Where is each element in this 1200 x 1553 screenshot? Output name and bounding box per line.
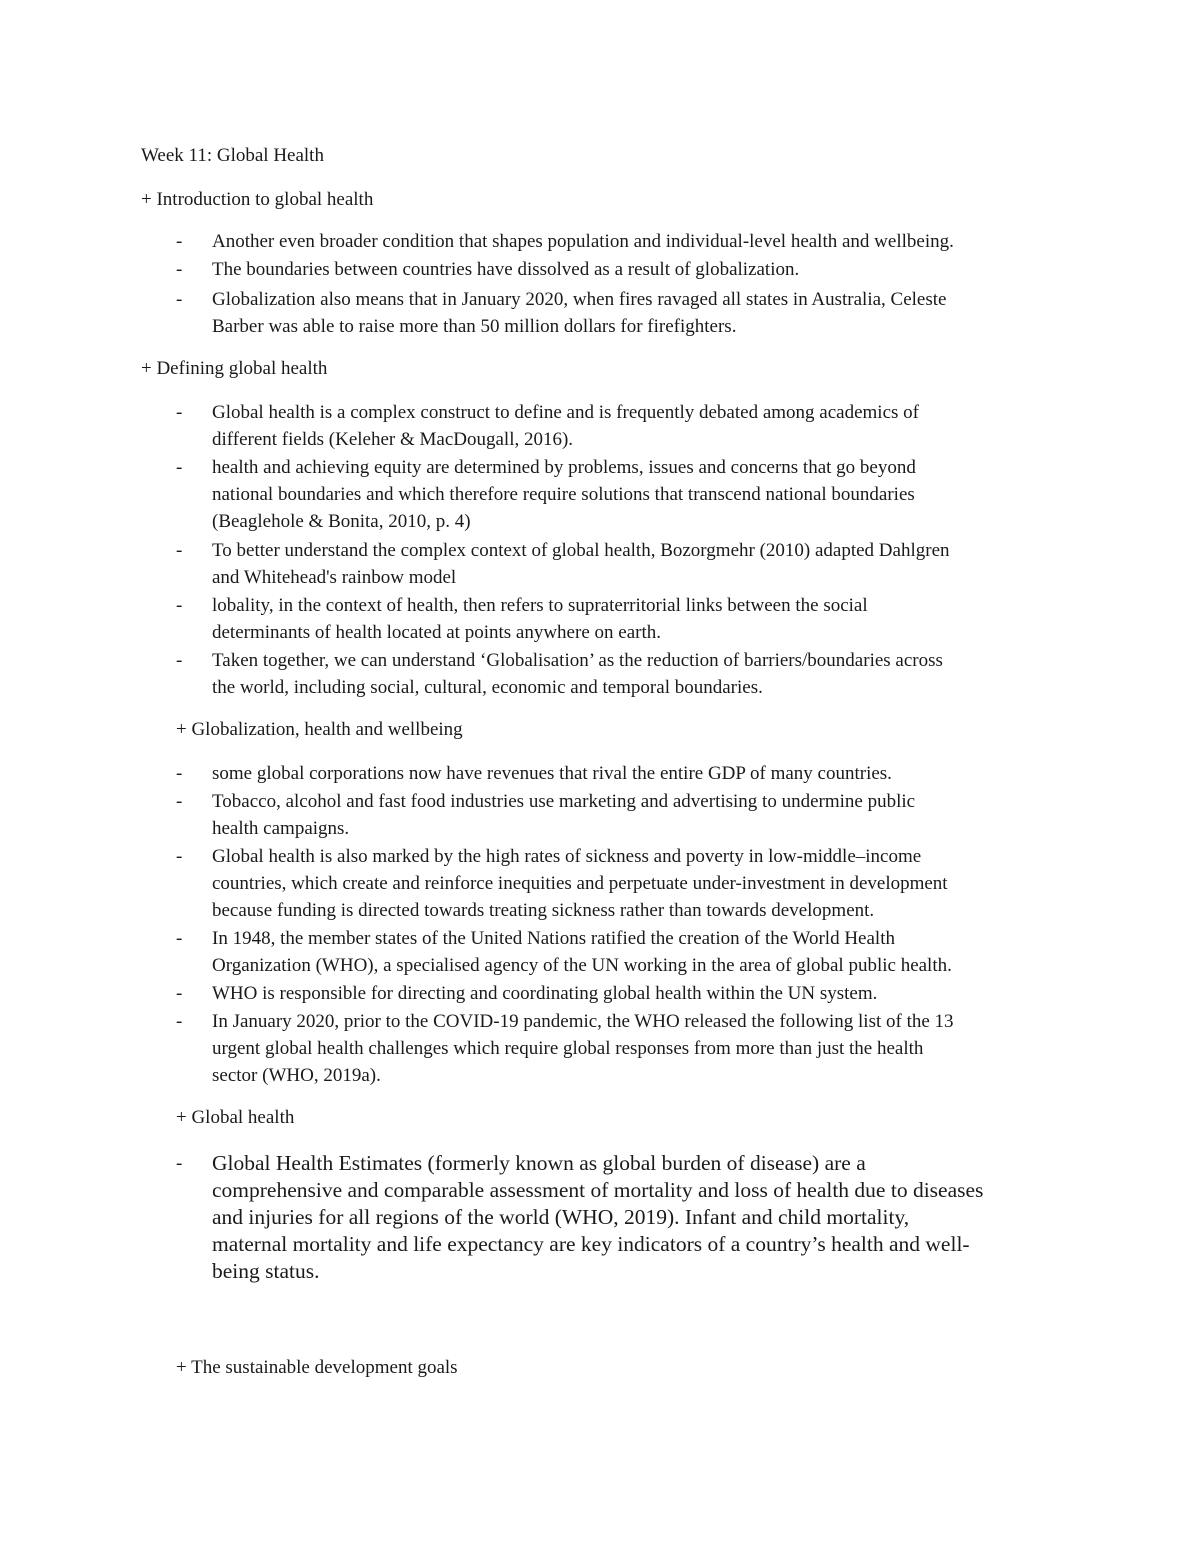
list-item-text: some global corporations now have revenues that rival the entire GDP of many countries. — [212, 763, 892, 784]
bullet-dash: - — [176, 1153, 183, 1174]
list-item-text: urgent global health challenges which require global responses from more than just the health — [212, 1038, 924, 1059]
list-item-text: In 1948, the member states of the United Nations ratified the creation of the World Health — [212, 928, 895, 949]
list-item-text: Global health is a complex construct to define and is frequently debated among academics of — [212, 402, 919, 423]
list-item-text: Tobacco, alcohol and fast food industries use marketing and advertising to undermine public — [212, 791, 916, 812]
bullet-dash: - — [176, 650, 183, 671]
bullet-dash: - — [176, 402, 183, 423]
list-item-text: In January 2020, prior to the COVID-19 pandemic, the WHO released the following list of the 13 — [212, 1011, 954, 1032]
list-item-text: comprehensive and comparable assessment of mortality and loss of health due to diseases — [212, 1178, 984, 1202]
list-item-text: To better understand the complex context of global health, Bozorgmehr (2010) adapted Dahlgren — [212, 540, 950, 561]
bullet-dash: - — [176, 928, 183, 949]
list-item-text: Taken together, we can understand ‘Globalisation’ as the reduction of barriers/boundaries across — [212, 650, 943, 671]
section-heading-introduction: + Introduction to global health — [141, 189, 374, 210]
bullet-dash: - — [176, 289, 183, 310]
bullet-dash: - — [176, 457, 183, 478]
list-item-text: countries, which create and reinforce inequities and perpetuate under-investment in development — [212, 873, 948, 894]
bullet-dash: - — [176, 231, 183, 252]
list-item-text: lobality, in the context of health, then refers to supraterritorial links between the social — [212, 595, 868, 616]
list-item-text: different fields (Keleher & MacDougall, 2016). — [212, 429, 574, 450]
section-heading-defining: + Defining global health — [141, 358, 328, 379]
list-item-text: (Beaglehole & Bonita, 2010, p. 4) — [212, 511, 471, 532]
page-title: Week 11: Global Health — [141, 145, 324, 166]
bullet-dash: - — [176, 983, 183, 1004]
list-item-text: maternal mortality and life expectancy are key indicators of a country’s health and well- — [212, 1232, 970, 1256]
list-item-text: the world, including social, cultural, economic and temporal boundaries. — [212, 677, 763, 698]
bullet-dash: - — [176, 846, 183, 867]
bullet-dash: - — [176, 763, 183, 784]
list-item-text: and injuries for all regions of the world (WHO, 2019). Infant and child mortality, — [212, 1205, 910, 1229]
list-item-text: Global Health Estimates (formerly known as global burden of disease) are a — [212, 1151, 866, 1175]
list-item-text: The boundaries between countries have dissolved as a result of globalization. — [212, 259, 800, 280]
list-item-text: Global health is also marked by the high rates of sickness and poverty in low-middle–income — [212, 846, 922, 867]
list-item-text: WHO is responsible for directing and coordinating global health within the UN system. — [212, 983, 878, 1004]
list-item-text: Globalization also means that in January 2020, when fires ravaged all states in Australia, Celeste — [212, 289, 947, 310]
list-item-text: because funding is directed towards treating sickness rather than towards development. — [212, 900, 875, 921]
list-item-text: sector (WHO, 2019a). — [212, 1065, 381, 1086]
bullet-dash: - — [176, 791, 183, 812]
bullet-dash: - — [176, 259, 183, 280]
list-item-text: and Whitehead's rainbow model — [212, 567, 457, 588]
list-item-text: determinants of health located at points anywhere on earth. — [212, 622, 661, 643]
bullet-dash: - — [176, 1011, 183, 1032]
section-heading-sdg: + The sustainable development goals — [176, 1357, 458, 1378]
section-heading-global-health: + Global health — [176, 1107, 295, 1128]
list-item-text: Barber was able to raise more than 50 million dollars for firefighters. — [212, 316, 737, 337]
list-item-text: national boundaries and which therefore require solutions that transcend national boundaries — [212, 484, 915, 505]
list-item-text: Organization (WHO), a specialised agency of the UN working in the area of global public health. — [212, 955, 952, 976]
list-item-text: health and achieving equity are determined by problems, issues and concerns that go beyond — [212, 457, 916, 478]
list-item-text: health campaigns. — [212, 818, 350, 839]
list-item-text: being status. — [212, 1259, 320, 1283]
list-item-text: Another even broader condition that shapes population and individual-level health and wellbeing. — [212, 231, 954, 252]
section-heading-globalization: + Globalization, health and wellbeing — [176, 719, 463, 740]
bullet-dash: - — [176, 595, 183, 616]
bullet-dash: - — [176, 540, 183, 561]
